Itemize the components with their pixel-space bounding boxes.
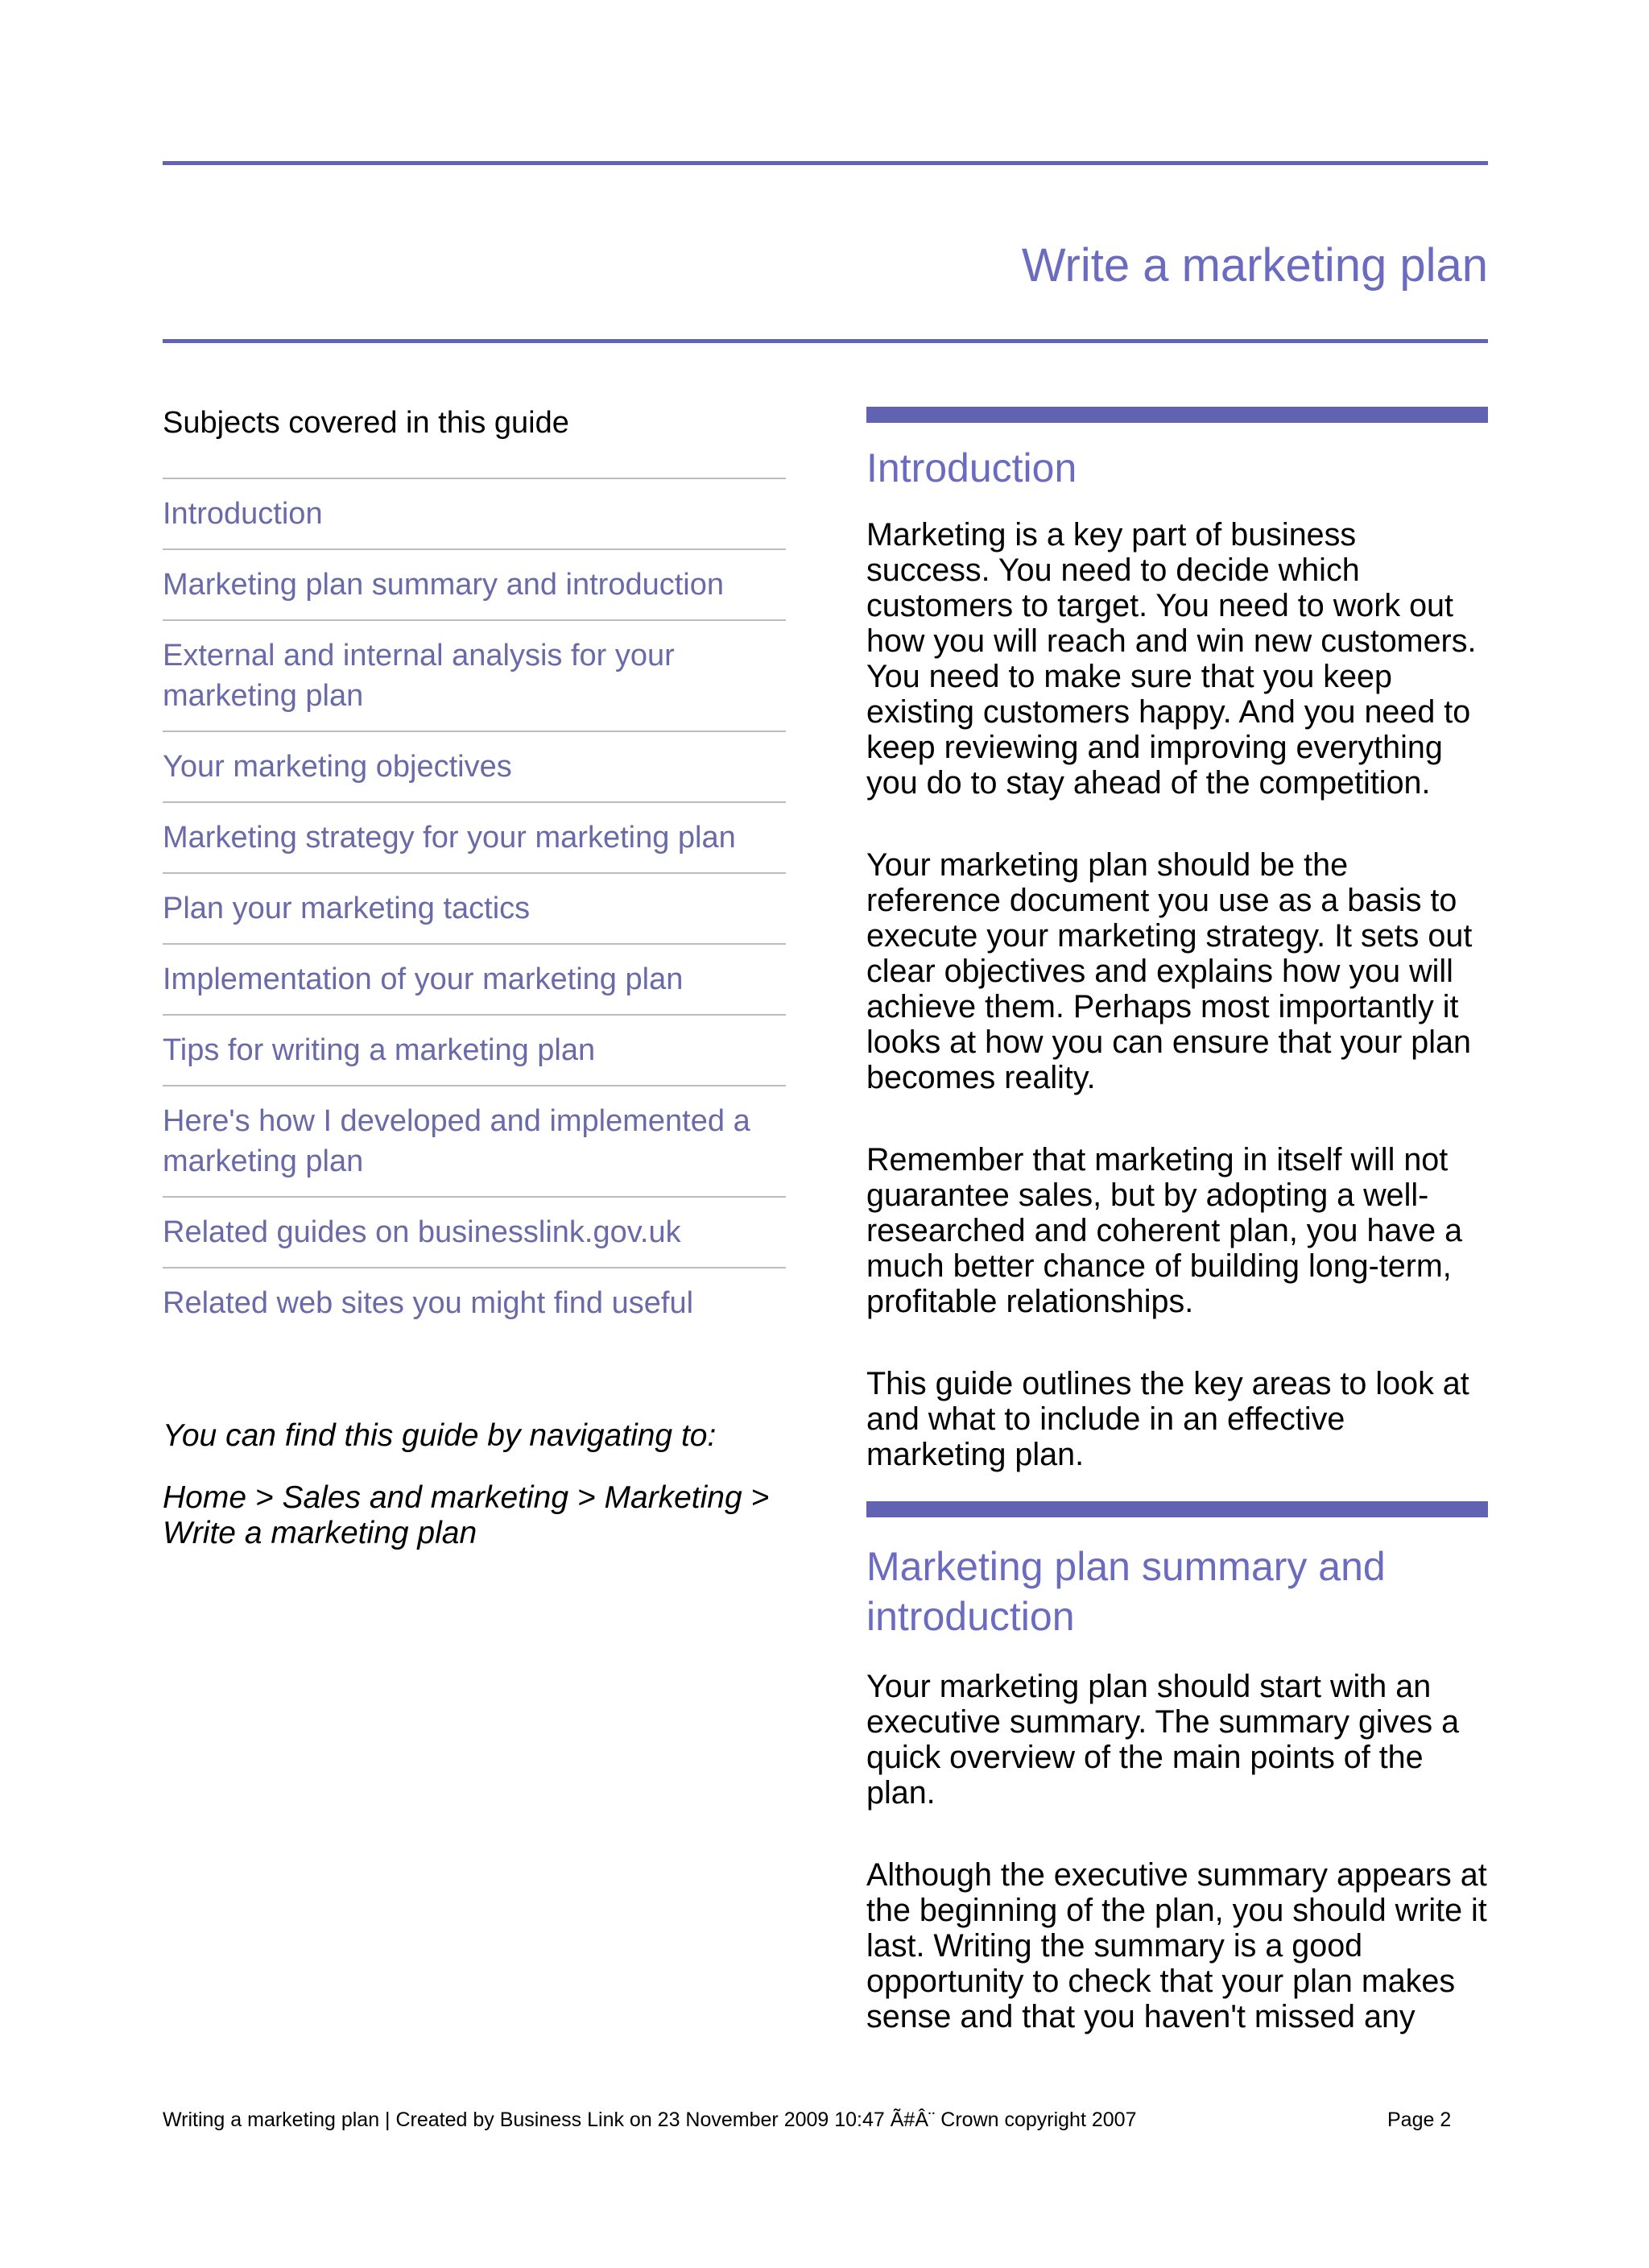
introduction-heading: Introduction (866, 445, 1077, 490)
section-divider-bar (866, 407, 1488, 423)
contents-link[interactable]: Plan your marketing tactics (163, 892, 531, 925)
footer-credit: Writing a marketing plan | Created by Business Link on 23 November 2009 10:47 Ã#Â¨ Crown copyright 2007 (163, 2109, 1137, 2131)
summary-paragraph: Although the executive summary appears at the beginning of the plan, you should write it last. Writing the summary is a good opportunity to check that your plan makes sense and that you haven't missed any (866, 1857, 1487, 2034)
introduction-paragraph: Marketing is a key part of business success. You need to decide which customers to target. You need to work out how you will reach and win new customers. You need to make sure that you keep existing customers happy. And you need to keep reviewing and improving everything you do to stay ahead of the competition. (866, 517, 1477, 801)
contents-item-analysis[interactable] (163, 621, 786, 732)
introduction-paragraph: This guide outlines the key areas to look at and what to include in an effective marketing plan. (866, 1366, 1469, 1472)
contents-item-strategy[interactable] (163, 803, 786, 874)
contents-item-case-study[interactable] (163, 1086, 786, 1198)
contents-link[interactable]: Related web sites you might find useful (163, 1286, 694, 1320)
contents-link[interactable]: Related guides on businesslink.gov.uk (163, 1215, 681, 1249)
header-bottom-rule (163, 339, 1488, 343)
contents-link[interactable]: Marketing plan summary and introduction (163, 568, 725, 602)
contents-heading: Subjects covered in this guide (163, 406, 569, 440)
summary-paragraph: Your marketing plan should start with an executive summary. The summary gives a quick overview of the main points of the plan. (866, 1669, 1460, 1811)
contents-item-tactics[interactable] (163, 874, 786, 945)
summary-heading: Marketing plan summary and introduction (866, 1544, 1386, 1639)
contents-link[interactable]: Introduction (163, 497, 323, 531)
contents-link[interactable]: Here's how I developed and implemented a marketing plan (163, 1104, 750, 1178)
contents-link[interactable]: Marketing strategy for your marketing plan (163, 821, 736, 855)
page-number: Page 2 (1387, 2109, 1452, 2131)
guide-body-column (866, 407, 1488, 2034)
contents-item-summary[interactable] (163, 550, 786, 621)
contents-link[interactable]: Tips for writing a marketing plan (163, 1033, 596, 1067)
section-divider-bar (866, 1501, 1488, 1517)
contents-item-tips[interactable] (163, 1016, 786, 1086)
contents-item-objectives[interactable] (163, 732, 786, 803)
contents-item-introduction[interactable] (163, 479, 786, 550)
header-top-rule (163, 161, 1488, 165)
introduction-paragraph: Remember that marketing in itself will not guarantee sales, but by adopting a well-researched and coherent plan, you have a much better chance of building long-term, profitable relationships. (866, 1142, 1463, 1319)
navigation-breadcrumb: Home > Sales and marketing > Marketing > Write a marketing plan (163, 1480, 770, 1550)
page-title: Write a marketing plan (1021, 239, 1488, 292)
contents-link[interactable]: Implementation of your marketing plan (163, 962, 684, 996)
contents-link[interactable]: Your marketing objectives (163, 750, 512, 784)
contents-item-related-sites[interactable] (163, 1269, 786, 1338)
contents-item-related-guides[interactable] (163, 1198, 786, 1269)
contents-item-implementation[interactable] (163, 945, 786, 1016)
introduction-paragraph: Your marketing plan should be the reference document you use as a basis to execute your marketing strategy. It sets out clear objectives and explains how you will achieve them. Perhaps most importantly it looks at how you can ensure that your plan becomes reality. (866, 847, 1473, 1095)
guide-contents-column (163, 403, 786, 1338)
navigation-intro: You can find this guide by navigating to: (163, 1418, 717, 1453)
contents-list (163, 478, 786, 1338)
contents-link[interactable]: External and internal analysis for your marketing plan (163, 639, 675, 713)
